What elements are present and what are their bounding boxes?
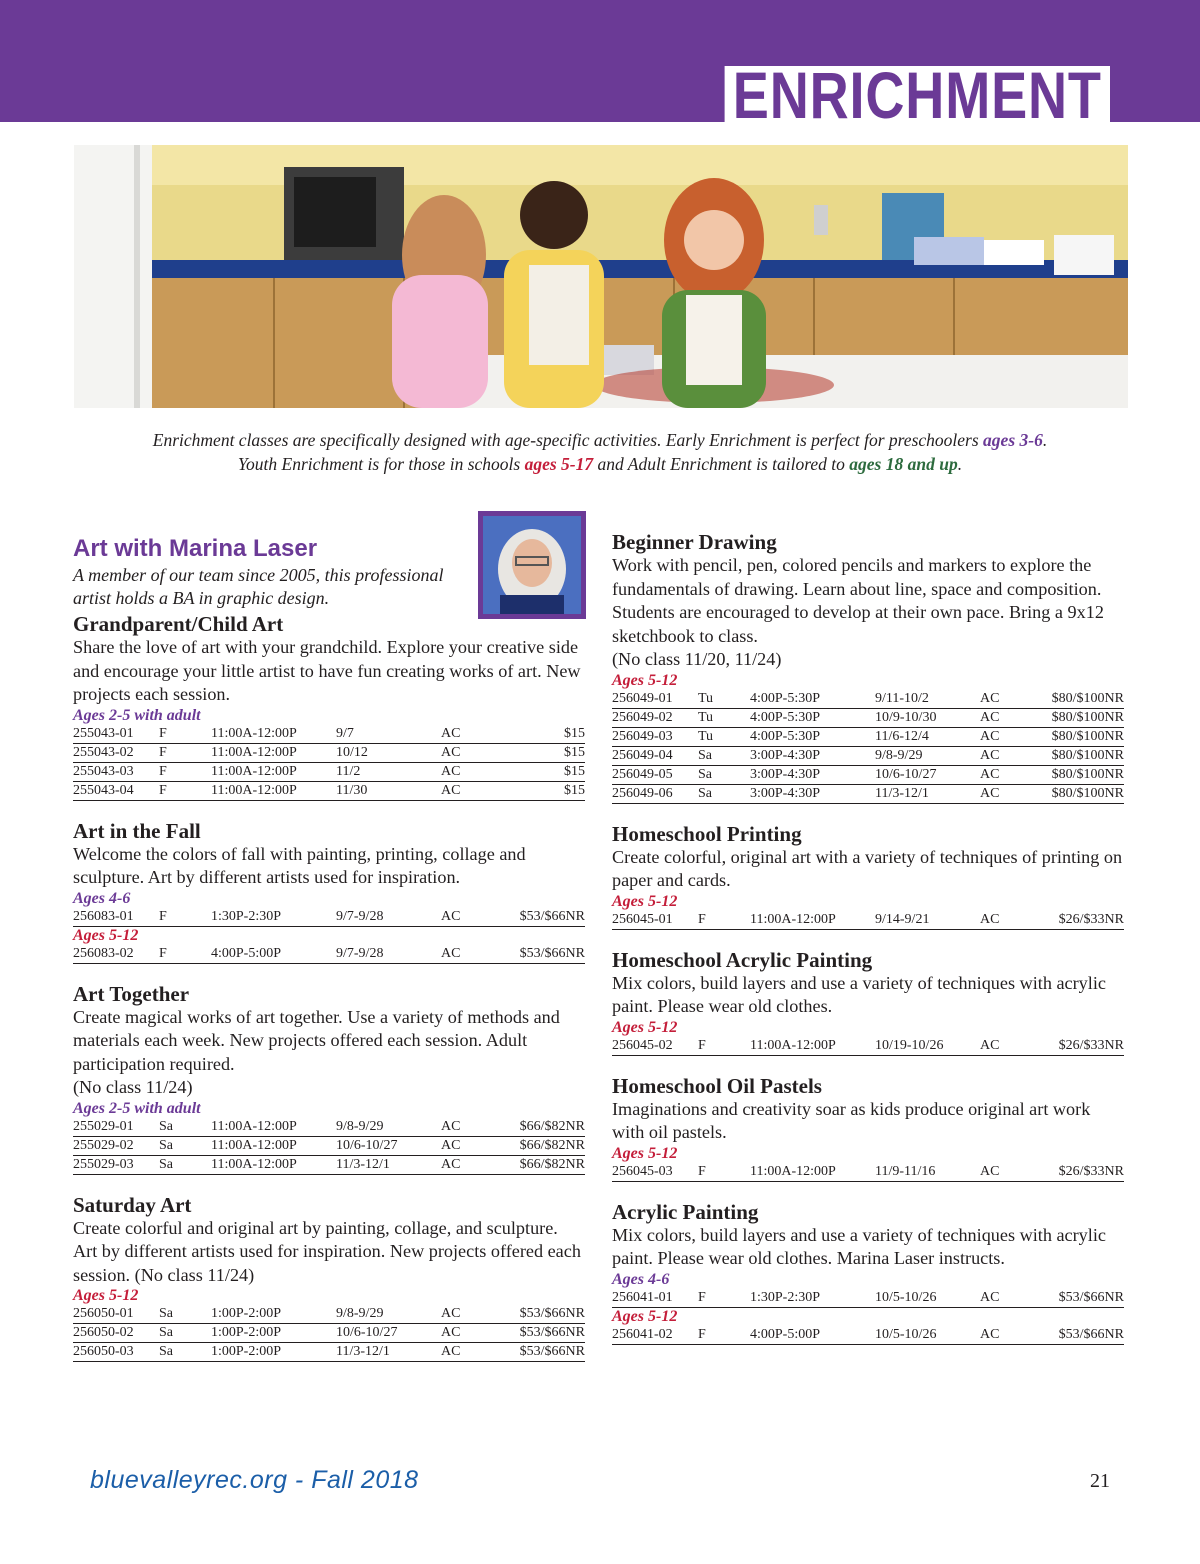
schedule-row (73, 945, 585, 964)
instructor-bio: A member of our team since 2005, this professional artist holds a BA in graphic design. (73, 565, 444, 608)
schedule-cell: 11/3-12/1 (336, 1155, 441, 1174)
class-section (73, 612, 585, 801)
schedule-cell: 9/8-9/29 (336, 1118, 441, 1137)
schedule-cell: Tu (698, 727, 750, 746)
class-description: Mix colors, build layers and use a variety of techniques with acrylic paint. Please wear old clothes. (612, 972, 1106, 1016)
schedule-cell: 9/11-10/2 (875, 690, 980, 709)
schedule-cell: $53/$66NR (1042, 1326, 1124, 1345)
schedule-cell: 255029-03 (73, 1155, 159, 1174)
schedule-row (73, 762, 585, 781)
schedule-cell: $80/$100NR (1042, 708, 1124, 727)
schedule-cell: AC (980, 727, 1042, 746)
schedule-cell: $66/$82NR (513, 1136, 585, 1155)
schedule-cell: 11/3-12/1 (875, 784, 980, 803)
schedule-cell: 10/9-10/30 (875, 708, 980, 727)
age-range: Ages 5-12 (73, 926, 139, 944)
age-range: Ages 5-12 (612, 1144, 678, 1162)
schedule-cell: 9/7-9/28 (336, 945, 441, 964)
schedule-row (73, 781, 585, 800)
schedule-cell: 256049-06 (612, 784, 698, 803)
schedule-cell: 255029-02 (73, 1136, 159, 1155)
schedule-cell: F (159, 945, 211, 964)
schedule-cell: AC (441, 1118, 513, 1137)
schedule-cell: 3:00P-4:30P (750, 746, 875, 765)
schedule-table (612, 1163, 1124, 1182)
schedule-cell: 10/6-10/27 (875, 765, 980, 784)
intro-text: Enrichment classes are specifically designed with age-specific activities. Early Enrichment is perfect for preschoolers ages 3-6. Youth Enrichment is for those in schools ages 5-17 and Adult Enrichment is tailored to ages 18 and up. (152, 430, 1048, 474)
schedule-cell: $66/$82NR (513, 1118, 585, 1137)
class-title: Homeschool Printing (612, 821, 802, 846)
schedule-cell: 1:30P-2:30P (211, 908, 336, 927)
schedule-cell: 10/6-10/27 (336, 1324, 441, 1343)
schedule-cell: AC (980, 1037, 1042, 1056)
schedule-cell: 10/6-10/27 (336, 1136, 441, 1155)
schedule-cell: $53/$66NR (513, 908, 585, 927)
schedule-cell: AC (441, 762, 513, 781)
class-description: Create colorful, original art with a variety of techniques of printing on paper and cards. (612, 846, 1123, 890)
schedule-cell: Sa (159, 1136, 211, 1155)
schedule-cell: $53/$66NR (513, 945, 585, 964)
schedule-cell: 11:00A-12:00P (211, 743, 336, 762)
hero-photo (74, 145, 1128, 408)
schedule-cell: AC (980, 1289, 1042, 1308)
schedule-cell: AC (980, 1326, 1042, 1345)
schedule-table (73, 725, 585, 801)
schedule-cell: 10/5-10/26 (875, 1289, 980, 1308)
class-title: Beginner Drawing (612, 530, 777, 554)
schedule-cell: 11:00A-12:00P (211, 725, 336, 744)
class-section (73, 1193, 585, 1363)
schedule-cell: 3:00P-4:30P (750, 765, 875, 784)
class-description: Mix colors, build layers and use a variety of techniques with acrylic paint. Please wear old clothes. Marina Laser instructs. (612, 1224, 1106, 1268)
class-note: (No class 11/24) (73, 1077, 193, 1097)
schedule-row (73, 1343, 585, 1362)
class-section (612, 948, 1124, 1056)
schedule-table (612, 690, 1124, 804)
schedule-row (73, 1155, 585, 1174)
right-column (612, 530, 1124, 1363)
schedule-cell: 256050-03 (73, 1343, 159, 1362)
schedule-cell: 256050-01 (73, 1305, 159, 1324)
schedule-row (73, 1118, 585, 1137)
schedule-cell: F (159, 781, 211, 800)
schedule-cell: 4:00P-5:30P (750, 727, 875, 746)
schedule-cell: 11:00A-12:00P (750, 1037, 875, 1056)
schedule-cell: $53/$66NR (513, 1324, 585, 1343)
schedule-cell: $80/$100NR (1042, 690, 1124, 709)
schedule-table (612, 1326, 1124, 1345)
schedule-cell: 9/14-9/21 (875, 911, 980, 930)
schedule-cell: AC (441, 1324, 513, 1343)
schedule-cell: 9/8-9/29 (875, 746, 980, 765)
schedule-cell: AC (441, 1343, 513, 1362)
schedule-cell: AC (980, 765, 1042, 784)
schedule-cell: 255043-03 (73, 762, 159, 781)
schedule-cell: $15 (513, 743, 585, 762)
class-description: Work with pencil, pen, colored pencils and markers to explore the fundamentals of drawing. Learn about line, space and composition. Students are encouraged to develop at their own pace. Bring a 9x12 sketchbook to class. (612, 555, 1104, 646)
schedule-cell: 9/7-9/28 (336, 908, 441, 927)
schedule-cell: 255043-01 (73, 725, 159, 744)
schedule-cell: 11/9-11/16 (875, 1163, 980, 1182)
schedule-row (612, 708, 1124, 727)
schedule-row (73, 725, 585, 744)
schedule-cell: 4:00P-5:30P (750, 708, 875, 727)
schedule-cell: Sa (159, 1155, 211, 1174)
schedule-row (612, 1163, 1124, 1182)
class-section (73, 982, 585, 1175)
schedule-cell: 10/19-10/26 (875, 1037, 980, 1056)
schedule-row (612, 1326, 1124, 1345)
schedule-cell: Sa (159, 1305, 211, 1324)
schedule-cell: $15 (513, 762, 585, 781)
schedule-row (73, 1136, 585, 1155)
schedule-cell: AC (441, 908, 513, 927)
schedule-cell: AC (980, 784, 1042, 803)
schedule-cell: 256050-02 (73, 1324, 159, 1343)
class-title: Homeschool Acrylic Painting (612, 947, 873, 972)
header-banner (0, 0, 1200, 122)
schedule-cell: AC (441, 781, 513, 800)
class-section (612, 822, 1124, 930)
schedule-cell: F (698, 1289, 750, 1308)
class-title: Grandparent/Child Art (73, 612, 284, 636)
left-sections (73, 612, 585, 1362)
schedule-cell: AC (980, 911, 1042, 930)
schedule-cell: F (159, 762, 211, 781)
page-title: ENRICHMENT (725, 66, 1110, 122)
schedule-cell: Sa (159, 1118, 211, 1137)
schedule-cell: $15 (513, 781, 585, 800)
class-section (73, 819, 585, 964)
schedule-cell: 4:00P-5:30P (750, 690, 875, 709)
age-range: Ages 2-5 with adult (73, 706, 201, 724)
schedule-row (612, 727, 1124, 746)
schedule-cell: 11/6-12/4 (875, 727, 980, 746)
schedule-cell: 256049-05 (612, 765, 698, 784)
schedule-cell: 1:00P-2:00P (211, 1343, 336, 1362)
schedule-cell: 255043-04 (73, 781, 159, 800)
schedule-cell: 255029-01 (73, 1118, 159, 1137)
schedule-cell: 256041-02 (612, 1326, 698, 1345)
schedule-table (73, 1118, 585, 1175)
schedule-cell: Tu (698, 708, 750, 727)
schedule-row (612, 911, 1124, 930)
schedule-cell: 256049-03 (612, 727, 698, 746)
schedule-cell: 11:00A-12:00P (211, 781, 336, 800)
schedule-cell: 256045-01 (612, 911, 698, 930)
class-section (612, 1074, 1124, 1182)
schedule-cell: 256045-03 (612, 1163, 698, 1182)
class-description: Share the love of art with your grandchild. Explore your creative side and encourage your little artist to have fun creating works of art. New projects each session. (73, 637, 581, 704)
schedule-cell: AC (980, 746, 1042, 765)
schedule-cell: 256049-01 (612, 690, 698, 709)
schedule-cell: 1:00P-2:00P (211, 1305, 336, 1324)
schedule-cell: Tu (698, 690, 750, 709)
class-title: Saturday Art (73, 1192, 192, 1217)
class-description: Welcome the colors of fall with painting, printing, collage and sculpture. Art by different artists used for inspiration. (73, 843, 526, 887)
schedule-row (73, 1305, 585, 1324)
schedule-cell: F (159, 908, 211, 927)
age-range: Ages 5-12 (612, 1018, 678, 1036)
schedule-cell: Sa (698, 746, 750, 765)
schedule-row (612, 784, 1124, 803)
schedule-cell: 256045-02 (612, 1037, 698, 1056)
schedule-cell: 256049-04 (612, 746, 698, 765)
schedule-cell: Sa (159, 1343, 211, 1362)
age-range: Ages 2-5 with adult (73, 1099, 201, 1117)
schedule-cell: 3:00P-4:30P (750, 784, 875, 803)
class-description: Create magical works of art together. Use a variety of methods and materials each week. New projects offered each session. Adult participation required. (73, 1006, 560, 1074)
schedule-cell: $80/$100NR (1042, 746, 1124, 765)
schedule-cell: 255043-02 (73, 743, 159, 762)
class-description: Create colorful and original art by painting, collage, and sculpture. Art by different artists used for inspiration. New projects offered each session. (No class 11/24) (73, 1217, 581, 1285)
schedule-cell: AC (980, 708, 1042, 727)
age-range: Ages 5-12 (612, 892, 678, 910)
schedule-cell: 9/7 (336, 725, 441, 744)
schedule-cell: F (698, 1326, 750, 1345)
schedule-cell: 11/30 (336, 781, 441, 800)
schedule-cell: 10/12 (336, 743, 441, 762)
class-title: Art in the Fall (73, 818, 201, 843)
schedule-cell: 256041-01 (612, 1289, 698, 1308)
schedule-cell: AC (980, 1163, 1042, 1182)
schedule-table (612, 911, 1124, 930)
schedule-cell: AC (441, 1136, 513, 1155)
schedule-cell: 4:00P-5:00P (750, 1326, 875, 1345)
right-sections (612, 530, 1124, 1345)
schedule-cell: 1:30P-2:30P (750, 1289, 875, 1308)
schedule-cell: F (159, 725, 211, 744)
schedule-cell: 11/3-12/1 (336, 1343, 441, 1362)
schedule-cell: AC (441, 725, 513, 744)
class-title: Acrylic Painting (612, 1199, 759, 1224)
schedule-cell: $53/$66NR (1042, 1289, 1124, 1308)
schedule-cell: 11:00A-12:00P (750, 911, 875, 930)
age-range: Ages 5-12 (73, 1287, 139, 1304)
schedule-cell: AC (441, 1305, 513, 1324)
schedule-row (73, 743, 585, 762)
schedule-row (612, 765, 1124, 784)
class-title: Art Together (73, 981, 190, 1006)
schedule-row (612, 690, 1124, 709)
schedule-cell: 11:00A-12:00P (211, 762, 336, 781)
schedule-cell: 1:00P-2:00P (211, 1324, 336, 1343)
schedule-row (612, 1037, 1124, 1056)
schedule-cell: 11:00A-12:00P (211, 1136, 336, 1155)
schedule-cell: $80/$100NR (1042, 765, 1124, 784)
schedule-cell: AC (441, 945, 513, 964)
schedule-cell: Sa (698, 784, 750, 803)
schedule-cell: F (698, 1163, 750, 1182)
schedule-cell: 11:00A-12:00P (211, 1155, 336, 1174)
schedule-cell: 11:00A-12:00P (750, 1163, 875, 1182)
schedule-table (73, 908, 585, 927)
schedule-cell: 10/5-10/26 (875, 1326, 980, 1345)
schedule-cell: $80/$100NR (1042, 727, 1124, 746)
class-section (612, 1200, 1124, 1345)
schedule-row (612, 1289, 1124, 1308)
schedule-cell: Sa (698, 765, 750, 784)
schedule-cell: $26/$33NR (1042, 1037, 1124, 1056)
class-note: (No class 11/20, 11/24) (612, 649, 782, 669)
schedule-cell: AC (441, 1155, 513, 1174)
schedule-cell: F (698, 1037, 750, 1056)
schedule-row (73, 908, 585, 927)
schedule-cell: AC (441, 743, 513, 762)
schedule-cell: F (698, 911, 750, 930)
footer-site: bluevalleyrec.org - Fall 2018 (90, 1466, 419, 1494)
schedule-row (73, 1324, 585, 1343)
schedule-table (73, 945, 585, 964)
schedule-cell: 256049-02 (612, 708, 698, 727)
instructor-name: Art with Marina Laser (73, 535, 318, 562)
schedule-cell: 256083-01 (73, 908, 159, 927)
schedule-cell: 11/2 (336, 762, 441, 781)
schedule-cell: $26/$33NR (1042, 911, 1124, 930)
schedule-cell: $53/$66NR (513, 1343, 585, 1362)
schedule-cell: $53/$66NR (513, 1305, 585, 1324)
age-range: Ages 4-6 (612, 1270, 670, 1288)
schedule-cell: 256083-02 (73, 945, 159, 964)
schedule-cell: $26/$33NR (1042, 1163, 1124, 1182)
schedule-cell: Sa (159, 1324, 211, 1343)
schedule-table (612, 1037, 1124, 1056)
schedule-table (612, 1289, 1124, 1308)
class-title: Homeschool Oil Pastels (612, 1073, 822, 1098)
schedule-row (612, 746, 1124, 765)
page-number: 21 (1090, 1470, 1110, 1492)
schedule-cell: 11:00A-12:00P (211, 1118, 336, 1137)
schedule-cell: $66/$82NR (513, 1155, 585, 1174)
schedule-cell: 4:00P-5:00P (211, 945, 336, 964)
age-range: Ages 4-6 (73, 889, 131, 907)
schedule-cell: $80/$100NR (1042, 784, 1124, 803)
left-column (73, 530, 585, 1380)
schedule-cell: F (159, 743, 211, 762)
schedule-table (73, 1305, 585, 1362)
class-section (612, 530, 1124, 804)
schedule-cell: AC (980, 690, 1042, 709)
age-range: Ages 5-12 (612, 671, 678, 689)
class-description: Imaginations and creativity soar as kids produce original art work with oil pastels. (612, 1098, 1091, 1142)
schedule-cell: 9/8-9/29 (336, 1305, 441, 1324)
age-range: Ages 5-12 (612, 1307, 678, 1325)
schedule-cell: $15 (513, 725, 585, 744)
